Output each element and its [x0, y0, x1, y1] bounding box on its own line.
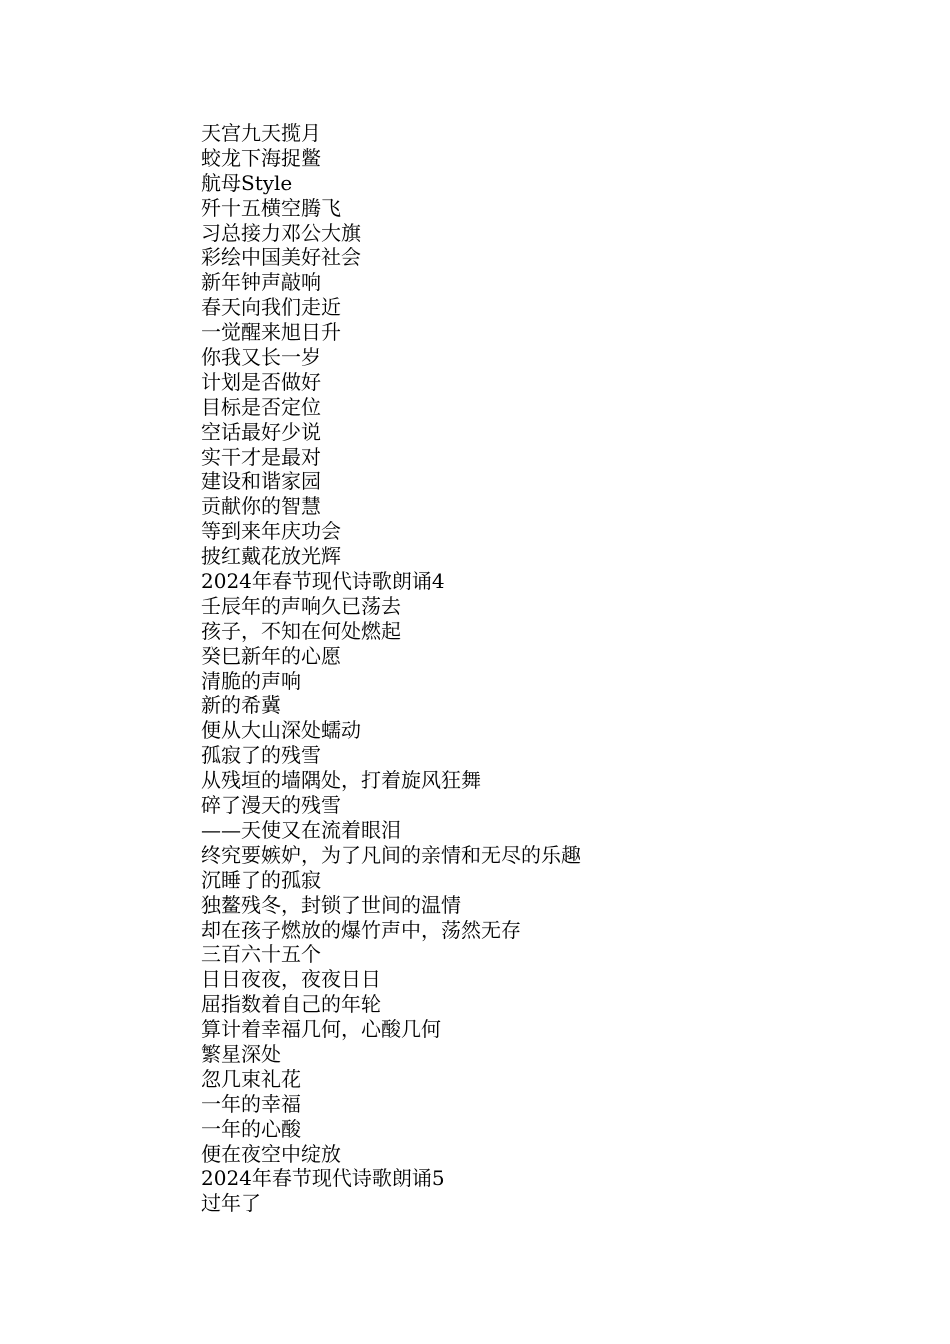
text-line: 忽几束礼花	[201, 1066, 301, 1091]
text-line: 便从大山深处蠕动	[201, 718, 361, 743]
text-line: 贡献你的智慧	[201, 494, 321, 519]
text-line: 新的希冀	[201, 693, 281, 718]
text-line: 清脆的声响	[201, 668, 301, 693]
text-line: 碎了漫天的残雪	[201, 793, 341, 818]
section-heading: 2024年春节现代诗歌朗诵4	[201, 569, 445, 594]
text-line: 目标是否定位	[201, 394, 321, 419]
text-line: 歼十五横空腾飞	[201, 195, 341, 220]
text-line: 沉睡了的孤寂	[201, 867, 321, 892]
text-line: 建设和谐家园	[201, 469, 321, 494]
text-line: 从残垣的墙隅处，打着旋风狂舞	[201, 768, 481, 793]
text-line: 孩子，不知在何处燃起	[201, 618, 401, 643]
text-line: 屈指数着自己的年轮	[201, 992, 381, 1017]
text-line: 繁星深处	[201, 1041, 281, 1066]
text-line: ——天使又在流着眼泪	[201, 817, 401, 842]
text-line: 壬辰年的声响久已荡去	[201, 593, 401, 618]
text-line: 空话最好少说	[201, 419, 321, 444]
text-line: 一觉醒来旭日升	[201, 320, 341, 345]
text-line: 一年的幸福	[201, 1091, 301, 1116]
text-line: 孤寂了的残雪	[201, 743, 321, 768]
text-line: 新年钟声敲响	[201, 270, 321, 295]
text-line: 计划是否做好	[201, 369, 321, 394]
text-line: 过年了	[201, 1191, 261, 1216]
text-line: 等到来年庆功会	[201, 519, 341, 544]
poem-text	[201, 121, 901, 1216]
text-line: 一年的心酸	[201, 1116, 301, 1141]
section-heading: 2024年春节现代诗歌朗诵5	[201, 1166, 445, 1191]
text-line: 却在孩子燃放的爆竹声中，荡然无存	[201, 917, 521, 942]
text-line: 春天向我们走近	[201, 295, 341, 320]
text-line: 便在夜空中绽放	[201, 1141, 341, 1166]
text-line: 日日夜夜，夜夜日日	[201, 967, 381, 992]
text-line: 独鳌残冬，封锁了世间的温情	[201, 892, 461, 917]
text-line: 彩绘中国美好社会	[201, 245, 361, 270]
text-line: 蛟龙下海捉鳖	[201, 145, 321, 170]
text-line: 三百六十五个	[201, 942, 321, 967]
text-line: 癸巳新年的心愿	[201, 643, 341, 668]
text-line: 天宫九天揽月	[201, 121, 321, 145]
text-line: 算计着幸福几何，心酸几何	[201, 1017, 441, 1042]
text-line: 航母Style	[201, 170, 293, 195]
text-line: 终究要嫉妒，为了凡间的亲情和无尽的乐趣	[201, 842, 581, 867]
text-line: 习总接力邓公大旗	[201, 220, 361, 245]
text-line: 你我又长一岁	[201, 345, 321, 370]
text-line: 披红戴花放光辉	[201, 544, 341, 569]
text-line: 实干才是最对	[201, 444, 321, 469]
